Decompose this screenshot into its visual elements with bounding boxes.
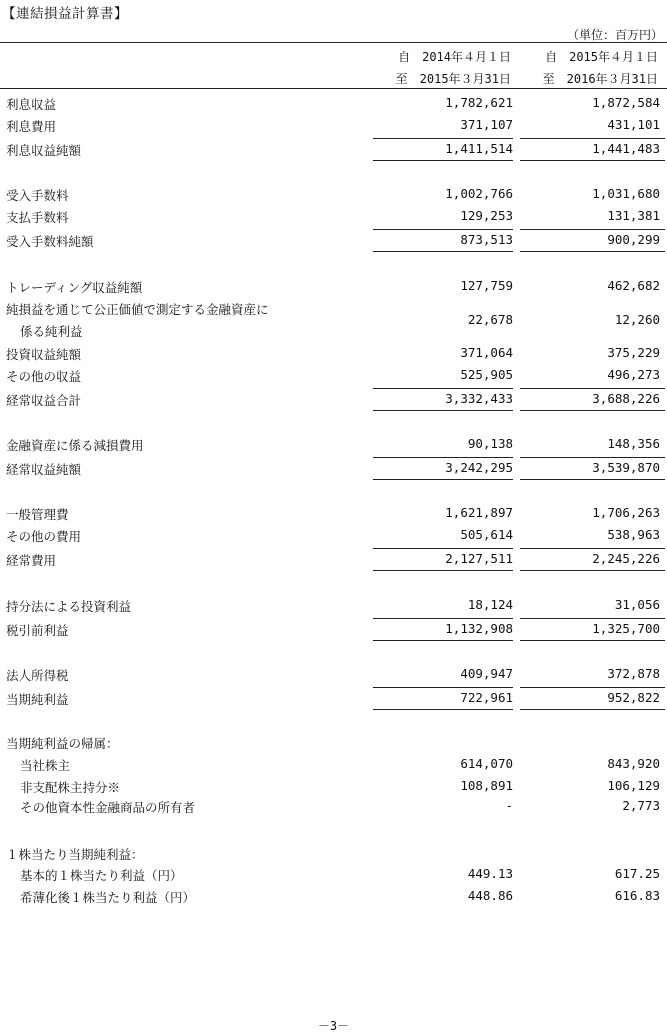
- value-fy2014: 1,002,766: [445, 186, 513, 201]
- row-label: 持分法による投資利益: [6, 599, 132, 614]
- row-label-continuation: 係る純利益: [20, 324, 83, 339]
- table-row: [0, 208, 667, 228]
- row-label: 当社株主: [20, 758, 71, 773]
- value-fy2015: 1,872,584: [592, 95, 660, 110]
- value-fy2014: 90,138: [467, 436, 513, 451]
- col1-to: 至 2015年３月31日: [395, 72, 511, 86]
- value-fy2014: 722,961: [460, 690, 513, 705]
- row-label: 非支配株主持分※: [20, 780, 121, 795]
- total-underline-fy2015: [520, 640, 665, 641]
- total-underline-fy2015: [520, 160, 665, 161]
- value-fy2015: 843,920: [607, 756, 660, 771]
- table-row: [0, 505, 667, 525]
- row-label: 経常収益合計: [6, 393, 82, 408]
- value-fy2014: 1,782,621: [445, 95, 513, 110]
- table-row: [0, 778, 667, 798]
- value-fy2015: 538,963: [607, 527, 660, 542]
- value-fy2015: 2,773: [622, 798, 660, 813]
- value-fy2015: 372,878: [607, 666, 660, 681]
- subtotal-rule-fy2015: [520, 548, 665, 549]
- value-fy2015: 106,129: [607, 778, 660, 793]
- row-label: 一般管理費: [6, 507, 69, 522]
- row-label: 投資収益純額: [6, 347, 82, 362]
- subtotal-rule-fy2015: [520, 388, 665, 389]
- value-fy2015: 1,441,483: [592, 141, 660, 156]
- table-row: [0, 690, 667, 710]
- value-fy2014: 614,070: [460, 756, 513, 771]
- table-row: [0, 597, 667, 617]
- total-underline-fy2014: [373, 160, 513, 161]
- row-label: 当期純利益: [6, 692, 69, 707]
- total-underline-fy2015: [520, 251, 665, 252]
- row-label: 利息収益: [6, 97, 57, 112]
- row-label: 法人所得税: [6, 668, 69, 683]
- subtotal-rule-fy2014: [373, 457, 513, 458]
- total-underline-fy2015: [520, 410, 665, 411]
- value-fy2014: 3,332,433: [445, 391, 513, 406]
- table-row: [0, 866, 667, 886]
- table-row: [0, 436, 667, 456]
- col2-to: 至 2016年３月31日: [542, 72, 658, 86]
- subtotal-rule-fy2014: [373, 548, 513, 549]
- table-row: [0, 367, 667, 387]
- subtotal-rule-fy2014: [373, 687, 513, 688]
- subtotal-rule-fy2015: [520, 138, 665, 139]
- total-underline-fy2014: [373, 479, 513, 480]
- value-fy2014: -: [505, 798, 513, 813]
- row-label: その他の費用: [6, 529, 82, 544]
- table-row: [0, 551, 667, 571]
- subtotal-rule-fy2014: [373, 229, 513, 230]
- table-row: [0, 798, 667, 818]
- value-fy2015: 431,101: [607, 117, 660, 132]
- value-fy2015: 2,245,226: [592, 551, 660, 566]
- subtotal-rule-fy2015: [520, 229, 665, 230]
- subtotal-rule-fy2014: [373, 618, 513, 619]
- total-underline-fy2014: [373, 709, 513, 710]
- table-row: [0, 734, 667, 754]
- value-fy2014: 22,678: [467, 312, 513, 327]
- value-fy2015: 616.83: [614, 888, 660, 903]
- header-bottom-rule: [0, 88, 667, 89]
- value-fy2014: 1,621,897: [445, 505, 513, 520]
- total-underline-fy2014: [373, 251, 513, 252]
- total-underline-fy2015: [520, 709, 665, 710]
- table-row: [0, 95, 667, 115]
- value-fy2014: 525,905: [460, 367, 513, 382]
- value-fy2014: 409,947: [460, 666, 513, 681]
- table-row: [0, 141, 667, 161]
- value-fy2014: 873,513: [460, 232, 513, 247]
- table-row: [0, 845, 667, 865]
- total-underline-fy2014: [373, 570, 513, 571]
- value-fy2014: 1,411,514: [445, 141, 513, 156]
- value-fy2015: 1,706,263: [592, 505, 660, 520]
- col2-from: 自 2015年４月１日: [545, 50, 658, 64]
- total-underline-fy2015: [520, 479, 665, 480]
- row-label: 税引前利益: [6, 623, 69, 638]
- table-row: [0, 117, 667, 137]
- total-underline-fy2014: [373, 640, 513, 641]
- value-fy2015: 1,325,700: [592, 621, 660, 636]
- header-top-rule: [0, 42, 667, 43]
- value-fy2015: 1,031,680: [592, 186, 660, 201]
- value-fy2015: 617.25: [614, 866, 660, 881]
- unit-label: （単位：百万円）: [566, 28, 663, 42]
- page-title: 【連結損益計算書】: [2, 6, 128, 22]
- row-label: その他資本性金融商品の所有者: [20, 800, 196, 815]
- table-row: [0, 300, 667, 339]
- row-label: 基本的１株当たり利益（円）: [20, 868, 183, 883]
- subtotal-rule-fy2015: [520, 687, 665, 688]
- value-fy2014: 2,127,511: [445, 551, 513, 566]
- value-fy2015: 3,539,870: [592, 460, 660, 475]
- subtotal-rule-fy2015: [520, 457, 665, 458]
- value-fy2015: 496,273: [607, 367, 660, 382]
- row-label: 希薄化後１株当たり利益（円）: [20, 890, 196, 905]
- value-fy2015: 900,299: [607, 232, 660, 247]
- value-fy2015: 131,381: [607, 208, 660, 223]
- page-number: －3－: [317, 1019, 350, 1033]
- row-label: 受入手数料純額: [6, 234, 94, 249]
- value-fy2015: 3,688,226: [592, 391, 660, 406]
- table-row: [0, 888, 667, 908]
- subtotal-rule-fy2014: [373, 388, 513, 389]
- table-row: [0, 186, 667, 206]
- value-fy2014: 448.86: [467, 888, 513, 903]
- row-label: 利息費用: [6, 119, 57, 134]
- total-underline-fy2015: [520, 570, 665, 571]
- subtotal-rule-fy2015: [520, 618, 665, 619]
- value-fy2014: 108,891: [460, 778, 513, 793]
- table-row: [0, 278, 667, 298]
- value-fy2015: 375,229: [607, 345, 660, 360]
- total-underline-fy2014: [373, 410, 513, 411]
- row-label: トレーディング収益純額: [6, 280, 143, 295]
- row-label: 受入手数料: [6, 188, 69, 203]
- subtotal-rule-fy2014: [373, 138, 513, 139]
- value-fy2015: 952,822: [607, 690, 660, 705]
- row-label: 経常収益純額: [6, 462, 82, 477]
- value-fy2015: 12,260: [614, 312, 660, 327]
- table-row: [0, 232, 667, 252]
- row-label: 利息収益純額: [6, 143, 82, 158]
- value-fy2015: 31,056: [614, 597, 660, 612]
- table-row: [0, 621, 667, 641]
- value-fy2014: 129,253: [460, 208, 513, 223]
- value-fy2014: 18,124: [467, 597, 513, 612]
- value-fy2014: 371,064: [460, 345, 513, 360]
- table-row: [0, 391, 667, 411]
- value-fy2014: 449.13: [467, 866, 513, 881]
- value-fy2015: 462,682: [607, 278, 660, 293]
- value-fy2014: 1,132,908: [445, 621, 513, 636]
- row-label: 当期純利益の帰属：: [6, 736, 119, 751]
- row-label: 支払手数料: [6, 210, 69, 225]
- table-row: [0, 527, 667, 547]
- value-fy2014: 505,614: [460, 527, 513, 542]
- value-fy2015: 148,356: [607, 436, 660, 451]
- row-label: １株当たり当期純利益：: [6, 847, 144, 862]
- row-label: その他の収益: [6, 369, 82, 384]
- row-label: 経常費用: [6, 553, 57, 568]
- table-row: [0, 666, 667, 686]
- value-fy2014: 127,759: [460, 278, 513, 293]
- table-row: [0, 345, 667, 365]
- row-label: 純損益を通じて公正価値で測定する金融資産に: [6, 302, 269, 317]
- table-row: [0, 756, 667, 776]
- table-row: [0, 460, 667, 480]
- row-label: 金融資産に係る減損費用: [6, 438, 144, 453]
- value-fy2014: 371,107: [460, 117, 513, 132]
- value-fy2014: 3,242,295: [445, 460, 513, 475]
- col1-from: 自 2014年４月１日: [398, 50, 511, 64]
